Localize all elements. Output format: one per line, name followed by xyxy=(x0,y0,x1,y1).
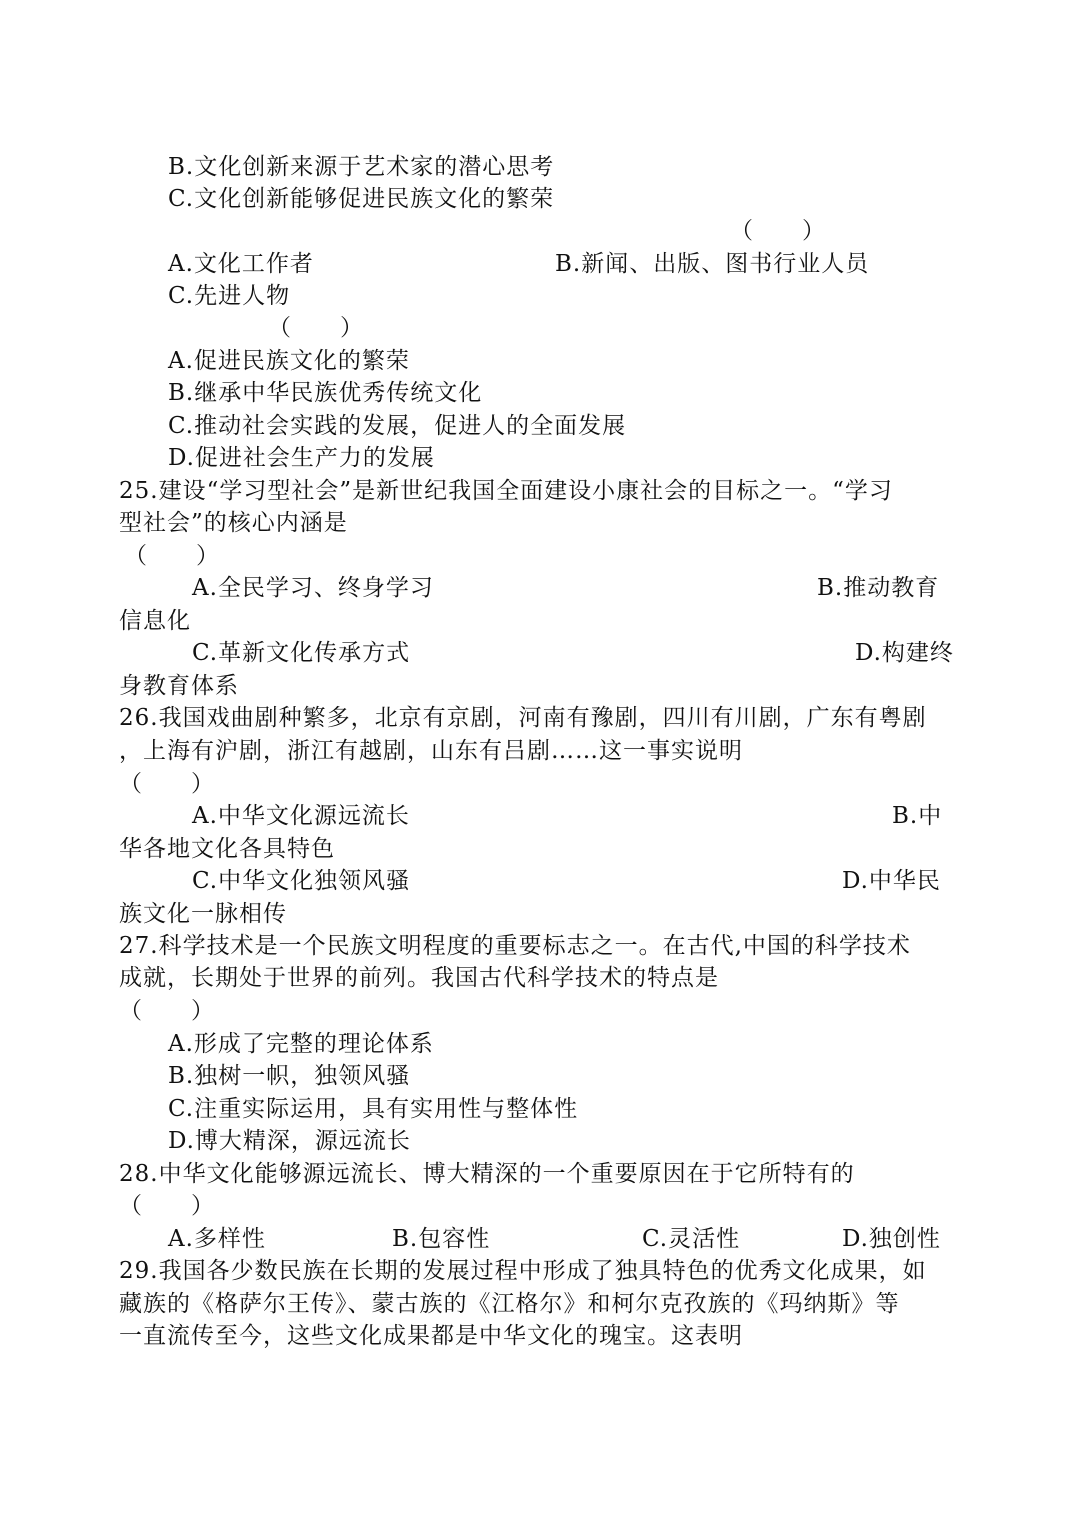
option-a: A.多样性 xyxy=(168,1226,266,1252)
option-d: D.构建终 xyxy=(855,640,954,666)
option-d: D.独创性 xyxy=(842,1226,941,1252)
answer-paren: （ ） xyxy=(124,543,220,569)
option-d: D.博大精深，源远流长 xyxy=(168,1128,411,1154)
question-26-text: ，上海有沪剧，浙江有越剧，山东有吕剧……这一事实说明 xyxy=(119,738,743,764)
question-25-text: 25.建设“学习型社会”是新世纪我国全面建设小康社会的目标之一。“学习 xyxy=(119,478,893,504)
question-26-text: 26.我国戏曲剧种繁多，北京有京剧，河南有豫剧，四川有川剧，广东有粤剧 xyxy=(119,705,927,731)
option-c: C.革新文化传承方式 xyxy=(192,640,411,666)
question-25-text: 型社会”的核心内涵是 xyxy=(119,510,348,536)
answer-paren: （ ） xyxy=(119,998,215,1024)
option-c: C.灵活性 xyxy=(642,1226,741,1252)
question-27-text: 27.科学技术是一个民族文明程度的重要标志之一。在古代,中国的科学技术 xyxy=(119,933,911,959)
option-b: B.继承中华民族优秀传统文化 xyxy=(168,380,483,406)
option-c: C.推动社会实践的发展，促进人的全面发展 xyxy=(168,413,627,439)
option-b: B.文化创新来源于艺术家的潜心思考 xyxy=(168,154,555,180)
option-a: A.文化工作者 xyxy=(168,251,314,277)
answer-paren: （ ） xyxy=(119,771,215,797)
option-b: B.新闻、出版、图书行业人员 xyxy=(555,251,870,277)
answer-paren: （ ） xyxy=(730,218,826,244)
option-a: A.中华文化源远流长 xyxy=(192,803,410,829)
question-27-text: 成就，长期处于世界的前列。我国古代科学技术的特点是 xyxy=(119,965,719,991)
answer-paren: （ ） xyxy=(119,1193,215,1219)
option-b-wrap: 华各地文化各具特色 xyxy=(119,836,335,862)
option-c: C.注重实际运用，具有实用性与整体性 xyxy=(168,1096,579,1122)
option-b: B.推动教育 xyxy=(817,575,940,601)
option-a: A.全民学习、终身学习 xyxy=(192,575,434,601)
question-28-text: 28.中华文化能够源远流长、博大精深的一个重要原因在于它所特有的 xyxy=(119,1161,855,1187)
option-d-wrap: 族文化一脉相传 xyxy=(119,901,287,927)
option-d: D.中华民 xyxy=(842,868,941,894)
option-b: B.包容性 xyxy=(392,1226,491,1252)
option-d-wrap: 身教育体系 xyxy=(119,673,239,699)
option-a: A.促进民族文化的繁荣 xyxy=(168,348,410,374)
question-29-text: 一直流传至今，这些文化成果都是中华文化的瑰宝。这表明 xyxy=(119,1323,743,1349)
question-29-text: 29.我国各少数民族在长期的发展过程中形成了独具特色的优秀文化成果，如 xyxy=(119,1258,927,1284)
option-a: A.形成了完整的理论体系 xyxy=(168,1031,434,1057)
option-c: C.先进人物 xyxy=(168,283,291,309)
option-b-wrap: 信息化 xyxy=(119,608,191,634)
option-b: B.中 xyxy=(892,803,943,829)
option-d: D.促进社会生产力的发展 xyxy=(168,445,435,471)
option-c: C.文化创新能够促进民族文化的繁荣 xyxy=(168,186,555,212)
answer-paren: （ ） xyxy=(268,315,364,341)
option-b: B.独树一帜，独领风骚 xyxy=(168,1063,411,1089)
option-c: C.中华文化独领风骚 xyxy=(192,868,411,894)
question-29-text: 藏族的《格萨尔王传》、蒙古族的《江格尔》和柯尔克孜族的《玛纳斯》等 xyxy=(119,1291,900,1317)
